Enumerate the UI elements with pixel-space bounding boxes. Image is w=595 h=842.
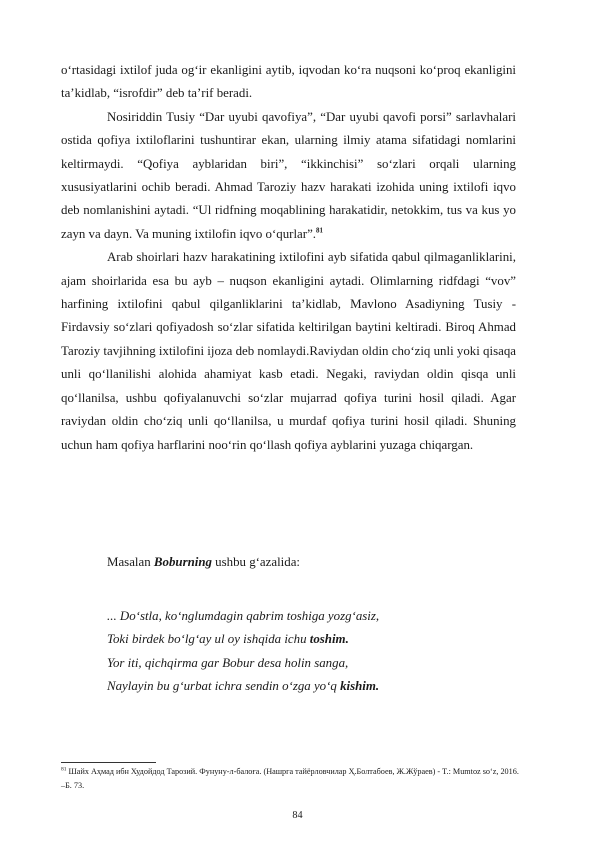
- verse-intro-before: Masalan: [107, 555, 154, 569]
- footnote-reference[interactable]: 81: [316, 226, 324, 235]
- verse-intro-after: ushbu g‘azalida:: [211, 555, 301, 569]
- verse-block: [107, 605, 379, 699]
- footnote-number: 81: [61, 766, 67, 773]
- paragraph-1: [61, 59, 516, 106]
- verse-line-3-text: Yor iti, qichqirma gar Bobur desa holin sanga,: [107, 655, 349, 670]
- footnote-separator: [61, 762, 156, 763]
- verse-intro: [107, 553, 300, 571]
- paragraph-3-text: Arab shoirlari hazv harakatining ixtilofini ayb sifatida qabul qilmaganliklarini, ajam shoirlarida esa bu ayb – nuqson ekanligini aytadi. Olimlarning ridfdagi “vov” harfining ixtilofini qabul qilganliklarini ta’kidlab, Mavlono Asadiyning Tusiy - Firdavsiy so‘zlari qofiyadosh so‘zlar sifatida keltirilgan baytini keltiradi. Biroq Ahmad Taroziy tavjihning ixtilofini ijoza deb nomlaydi.Raviydan oldin cho‘ziq unli yoki qisaqa unli qo‘llanilishi alohida ahamiyat kasb etadi. Negaki, raviydan oldin qisqa unli qo‘llanilsa, ushbu qofiyalanuvchi so‘zlar mujarrad qofiya turini hosil qiladi. Agar raviydan oldin cho‘ziq unli qo‘llanilsa, u murdaf qofiya turini hosil qiladi. Shuning uchun ham qofiya harflarini noo‘rin qo‘llash qofiya ayblarini yuzaga chiqargan.: [61, 250, 516, 452]
- paragraph-3: [61, 246, 516, 457]
- page-number: 84: [292, 810, 303, 821]
- footnote-text: Шайх Аҳмад ибн Худойдод Тарозий. Фунуну-л-балоға. (Нашрга тайёрловчилар Ҳ.Болтабоев, Ж.Жўраев) - T.: Mumtoz so‘z, 2016. –Б. 73.: [61, 767, 519, 790]
- paragraph-2: [61, 106, 516, 246]
- verse-line-2-text: Toki birdek bo‘lg‘ay ul oy ishqida ichu: [107, 632, 310, 647]
- verse-line-4-emphasis: kishim.: [340, 679, 380, 694]
- paragraph-2-text: Nosiriddin Tusiy “Dar uyubi qavofiya”, “Dar uyubi qavofi porsi” sarlavhalari ostida qofiya ixtiloflarini tushuntirar ekan, ularning ilmiy atama sifatidagi nomlarini keltirmaydi. “Qofiya ayblaridan biri”, “ikkinchisi” so‘zlari orqali ularning xususiyatlarini ochib beradi. Ahmad Taroziy hazv harakati izohida uning ixtilofi iqvo deb nomlanishini aytadi. “Ul ridfning moqablining harakatidir, netokkim, tus va kus yo zayn va dayn. Va muning ixtilofin iqvo o‘qurlar”.: [61, 109, 516, 241]
- verse-line-4-text: Naylayin bu g‘urbat ichra sendin o‘zga yo‘q: [107, 679, 341, 694]
- verse-line-4: [107, 675, 379, 698]
- verse-line-2-emphasis: toshim.: [309, 632, 349, 647]
- verse-line-1: [107, 605, 379, 628]
- verse-intro-author: Boburning: [153, 555, 212, 569]
- footnote: [61, 765, 521, 793]
- paragraph-1-text: o‘rtasidagi ixtilof juda og‘ir ekanligini aytib, iqvodan ko‘ra nuqsoni ko‘proq ekanligini ta’kidlab, “isrofdir” deb ta’rif beradi.: [61, 63, 516, 101]
- verse-line-2: [107, 628, 379, 651]
- verse-line-1-text: ... Do‘stla, ko‘nglumdagin qabrim toshiga yozg‘asiz,: [107, 609, 380, 623]
- body-text: [61, 59, 516, 457]
- verse-line-3: [107, 652, 379, 675]
